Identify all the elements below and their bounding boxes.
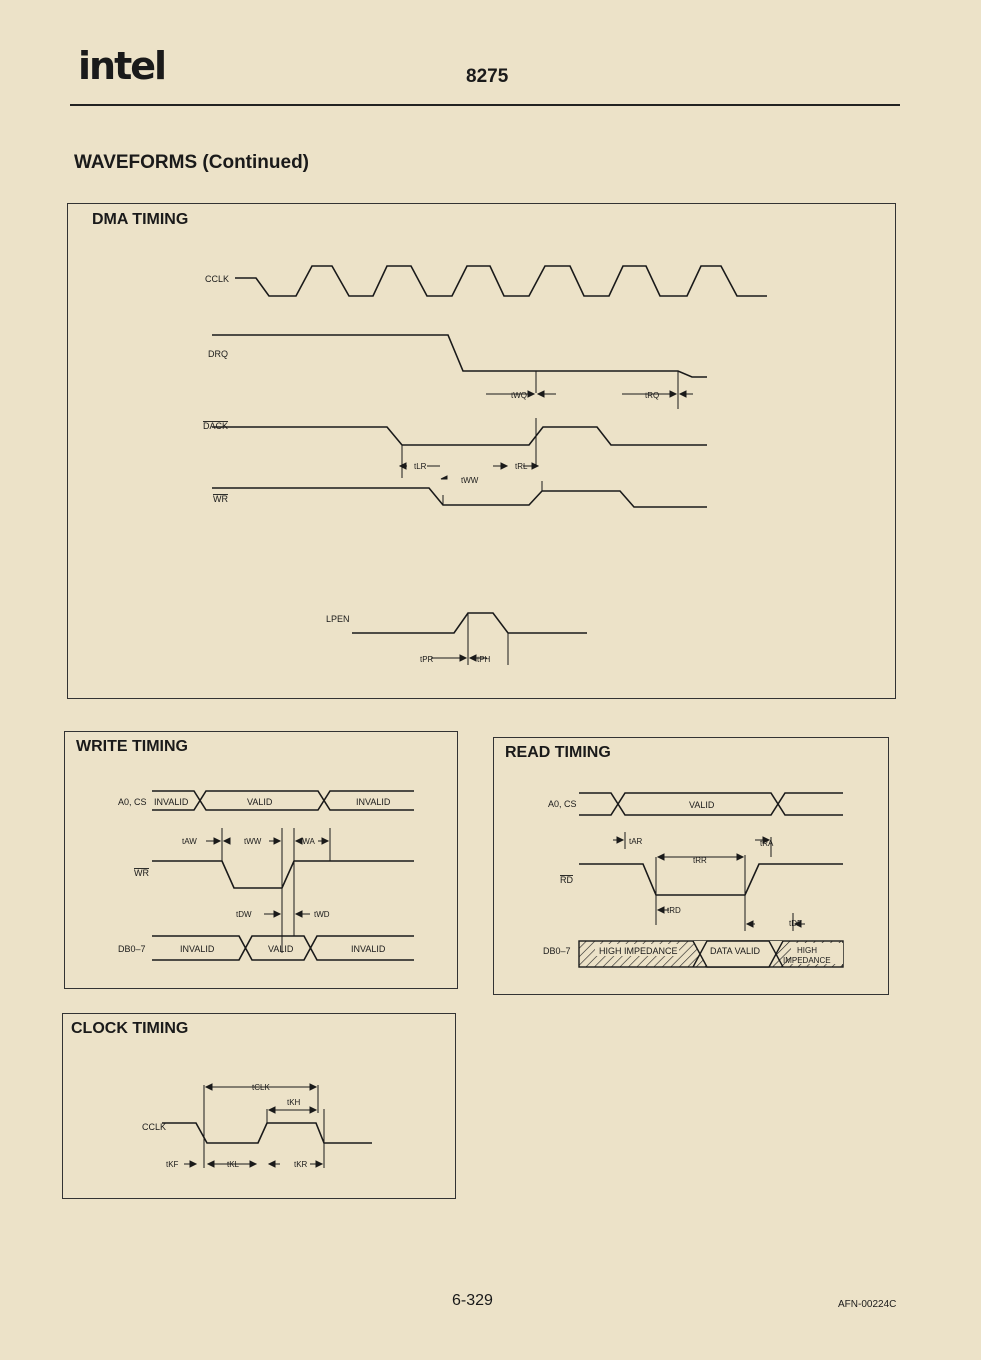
write-db-valid: VALID bbox=[268, 944, 294, 954]
clock-cclk-waveform bbox=[162, 1123, 372, 1143]
lpen-waveform bbox=[352, 613, 587, 633]
tkh-label: tKH bbox=[287, 1098, 301, 1107]
write-timing-diagram bbox=[64, 731, 458, 989]
write-tww-label: tWW bbox=[244, 837, 262, 846]
tpr-label: tPR bbox=[420, 655, 434, 664]
tww-label: tWW bbox=[461, 476, 479, 485]
tlr-label: tLR bbox=[414, 462, 427, 471]
read-a0cs-label: A0, CS bbox=[548, 799, 577, 809]
dma-dack-waveform bbox=[212, 427, 707, 445]
document-code: AFN-00224C bbox=[838, 1299, 897, 1310]
lpen-label: LPEN bbox=[326, 614, 350, 624]
read-high-impedance-label: HIGH IMPEDANCE bbox=[599, 946, 678, 956]
write-wr-label: WR bbox=[134, 868, 149, 878]
tclk-label: tCLK bbox=[252, 1083, 270, 1092]
read-rd-label: RD bbox=[560, 875, 573, 885]
dma-timing-diagram bbox=[67, 203, 896, 699]
read-high-label: HIGH bbox=[797, 946, 817, 955]
trd-label: tRD bbox=[667, 906, 681, 915]
trq-label: tRQ bbox=[645, 391, 660, 400]
tdf-label: tDF bbox=[789, 919, 802, 928]
read-rd-waveform bbox=[579, 864, 843, 895]
intel-logo: intel bbox=[78, 44, 166, 88]
write-db-label: DB0–7 bbox=[118, 944, 146, 954]
twq-label: tWQ bbox=[511, 391, 527, 400]
tkl-label: tKL bbox=[227, 1160, 240, 1169]
write-a0cs-invalid-left: INVALID bbox=[154, 797, 189, 807]
dma-drq-waveform bbox=[212, 335, 707, 377]
read-a0cs-valid: VALID bbox=[689, 800, 715, 810]
dma-wr-label: WR bbox=[213, 494, 228, 504]
read-db-label: DB0–7 bbox=[543, 946, 571, 956]
tar-label: tAR bbox=[629, 837, 643, 846]
header-rule bbox=[70, 104, 900, 106]
write-timing-title: WRITE TIMING bbox=[76, 738, 188, 755]
write-a0cs-valid: VALID bbox=[247, 797, 273, 807]
trr-label: tRR bbox=[693, 856, 707, 865]
trl-label: tRL bbox=[515, 462, 528, 471]
dma-dack-label: DACK bbox=[203, 421, 229, 431]
read-timing-diagram bbox=[493, 737, 889, 995]
part-number: 8275 bbox=[466, 66, 509, 87]
write-wr-waveform bbox=[152, 861, 414, 888]
clock-timing-title: CLOCK TIMING bbox=[71, 1020, 189, 1037]
read-data-valid-label: DATA VALID bbox=[710, 946, 761, 956]
dma-cclk-label: CCLK bbox=[205, 274, 230, 284]
tkr-label: tKR bbox=[294, 1160, 308, 1169]
page-number: 6-329 bbox=[452, 1292, 493, 1309]
tph-label: tPH bbox=[477, 655, 491, 664]
dma-wr-waveform bbox=[212, 488, 707, 507]
dma-drq-label: DRQ bbox=[208, 349, 228, 359]
clock-timing-diagram bbox=[62, 1013, 456, 1199]
tra-label: tRA bbox=[760, 839, 774, 848]
write-db-invalid-right: INVALID bbox=[351, 944, 386, 954]
section-title: WAVEFORMS (Continued) bbox=[74, 152, 310, 173]
dma-timing-title: DMA TIMING bbox=[92, 211, 189, 228]
write-a0cs-label: A0, CS bbox=[118, 797, 147, 807]
taw-label: tAW bbox=[182, 837, 197, 846]
write-a0cs-invalid-right: INVALID bbox=[356, 797, 391, 807]
clock-cclk-label: CCLK bbox=[142, 1122, 167, 1132]
read-timing-title: READ TIMING bbox=[505, 744, 611, 761]
tkf-label: tKF bbox=[166, 1160, 179, 1169]
twa-label: tWA bbox=[300, 837, 315, 846]
twd-label: tWD bbox=[314, 910, 330, 919]
write-db-invalid-left: INVALID bbox=[180, 944, 215, 954]
dma-cclk-waveform bbox=[235, 266, 767, 296]
tdw-label: tDW bbox=[236, 910, 252, 919]
read-impedance-label: IMPEDANCE bbox=[783, 956, 831, 965]
